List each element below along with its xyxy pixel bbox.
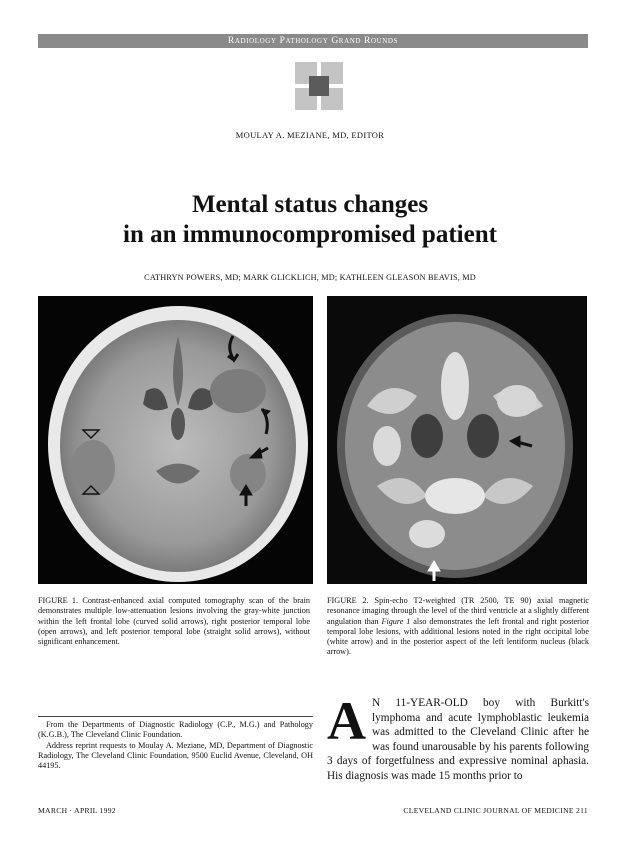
footer-journal-page: CLEVELAND CLINIC JOURNAL OF MEDICINE 211: [403, 806, 588, 815]
figure-2-mri-image: [327, 296, 587, 584]
article-title: Mental status changes in an immunocompromised patient: [123, 191, 497, 248]
figure-2-caption: FIGURE 2. Spin-echo T2-weighted (TR 2500, TE 90) axial magnetic resonance imaging through the level of the third ventricle at a slightly different angulation than Figure 1 also demonstrates the left frontal and right posterior temporal lobe lesions, with additional lesions noted in the right occipital lobe (white arrow) and in the posterior aspect of the left lentiform nucleus (black arrow).: [327, 596, 590, 657]
figure-1-caption: FIGURE 1. Contrast-enhanced axial computed tomography scan of the brain demonstrates multiple low-attenuation lesions involving the gray-white junction within the left frontal lobe (curved solid arrows), right posterior temporal lobe (open arrows), and left posterior temporal lobe (straight solid arrows), without significant enhancement.: [38, 596, 310, 647]
author-list: CATHRYN POWERS, MD; MARK GLICKLICH, MD; KATHLEEN GLEASON BEAVIS, MD: [144, 273, 476, 282]
footnote-rule: [38, 716, 313, 717]
footer-date: MARCH · APRIL 1992: [38, 806, 116, 815]
affiliation-note: From the Departments of Diagnostic Radiology (C.P., M.G.) and Pathology (K.G.B.), The Cleveland Clinic Foundation.: [38, 720, 313, 740]
editor-line: MOULAY A. MEZIANE, MD, EDITOR: [235, 130, 385, 140]
section-banner: Radiology Pathology Grand Rounds: [38, 34, 588, 48]
reprint-note: Address reprint requests to Moulay A. Meziane, MD, Department of Diagnostic Radiology, The Cleveland Clinic Foundation, 9500 Euclid Avenue, Cleveland, OH 44195.: [38, 740, 313, 771]
body-text: A N 11-YEAR-OLD boy with Burkitt's lymphoma and acute lymphoblastic leukemia was admitted to the Cleveland Clinic after he was found unarousable by his parents following 3 days of forgetfulness and expressive nominal aphasia. His diagnosis was made 15 months prior to: [327, 691, 589, 782]
figure-1-ct-image: [38, 296, 313, 584]
figure-reference: Figure 1: [381, 616, 411, 626]
journal-logo: [295, 62, 343, 110]
drop-cap: A: [327, 691, 366, 751]
footnote: [38, 720, 313, 771]
